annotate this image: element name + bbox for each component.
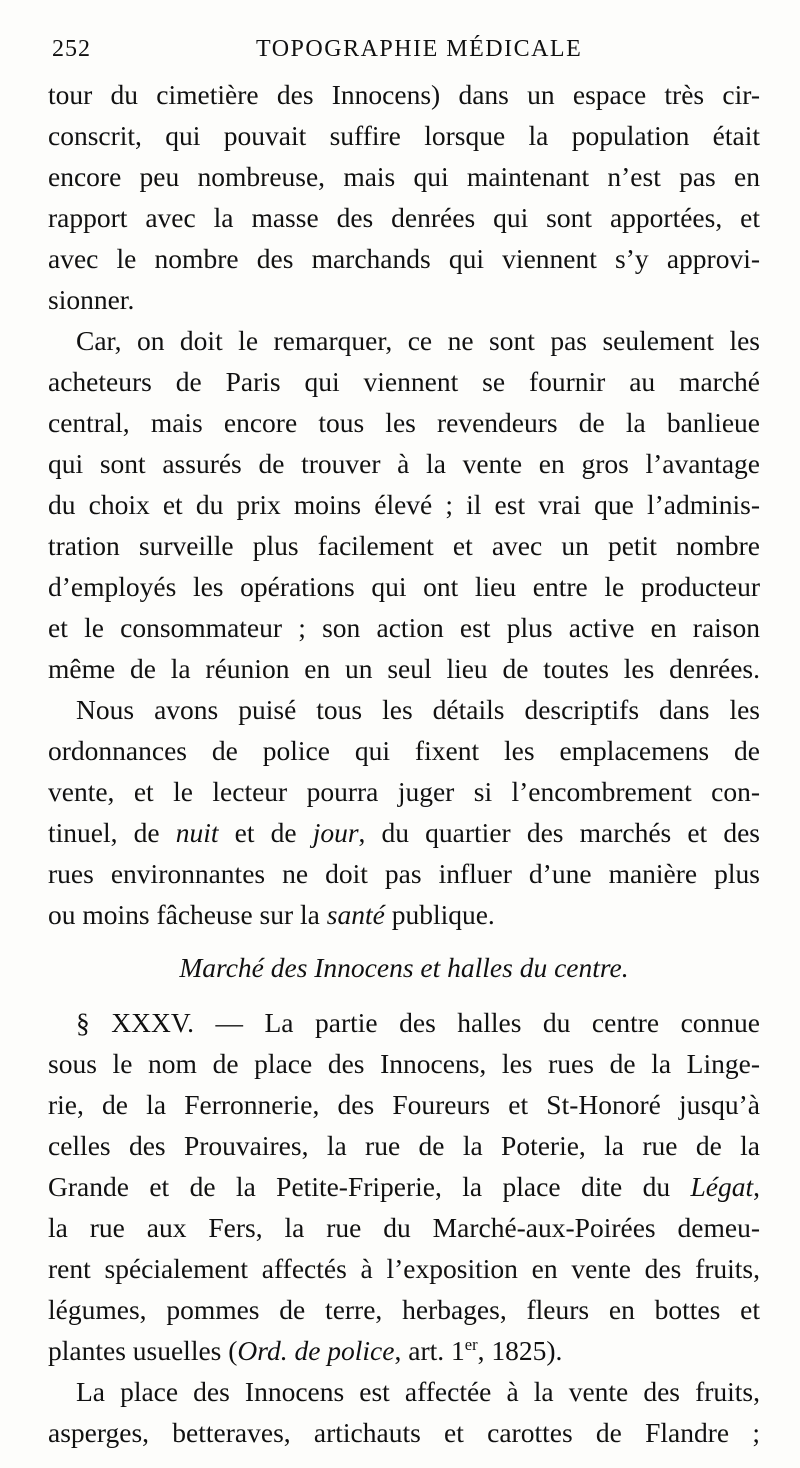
text-run: Grande et de la Petite-Friperie, la place dite du: [48, 1171, 691, 1202]
text-line: légumes, pommes de terre, herbages, fleurs en bottes et: [48, 1294, 760, 1325]
text-line: Nous avons puisé tous les détails descriptifs dans les: [76, 694, 760, 725]
text-run: ou moins fâcheuse sur la: [48, 899, 327, 930]
paragraph: [48, 689, 760, 935]
text-line: la rue aux Fers, la rue du Marché-aux-Poirées demeu-: [48, 1212, 760, 1243]
text-line: qui sont assurés de trouver à la vente en gros l’avantage: [48, 448, 760, 479]
running-head: [52, 36, 752, 76]
text-line: tour du cimetière des Innocens) dans un espace très cir-: [48, 79, 760, 110]
text-run: ,: [753, 1171, 760, 1202]
text-line: § XXXV. — La partie des halles du centre connue: [76, 1007, 760, 1038]
text-line: encore peu nombreuse, mais qui maintenant n’est pas en: [48, 161, 760, 192]
text-line: celles des Prouvaires, la rue de la Poterie, la rue de la: [48, 1130, 760, 1161]
text-run: , du quartier des marchés et des: [358, 817, 760, 848]
text-line: rues environnantes ne doit pas influer d’une manière plus: [48, 858, 760, 889]
paragraph: [48, 320, 760, 689]
text-line: tration surveille plus facilement et avec un petit nombre: [48, 530, 760, 561]
running-title: TOPOGRAPHIE MÉDICALE: [256, 36, 583, 62]
text-run: , art. 1: [394, 1335, 465, 1366]
text-line: sous le nom de place des Innocens, les rues de la Linge-: [48, 1048, 760, 1079]
text-run: , 1825).: [477, 1335, 563, 1366]
paragraph: [48, 1371, 760, 1453]
paragraph-continuation: [48, 74, 760, 320]
text-line: du choix et du prix moins élevé ; il est vrai que l’adminis-: [48, 489, 760, 520]
superscript: er: [464, 1334, 478, 1354]
italic-text: Ord. de police: [237, 1335, 395, 1366]
italic-text: jour: [312, 817, 359, 848]
text-line: La place des Innocens est affectée à la vente des fruits,: [76, 1376, 760, 1407]
text-line: asperges, betteraves, artichauts et carottes de Flandre ;: [48, 1417, 760, 1448]
text-line: rie, de la Ferronnerie, des Foureurs et St-Honoré jusqu’à: [48, 1089, 760, 1120]
text-line: ordonnances de police qui fixent les emplacemens de: [48, 735, 760, 766]
text-line: [48, 812, 760, 853]
text-line: [48, 894, 760, 935]
text-run: plantes usuelles (: [48, 1335, 238, 1366]
text-line: vente, et le lecteur pourra juger si l’encombrement con-: [48, 776, 760, 807]
section-heading: Marché des Innocens et halles du centre.: [179, 952, 629, 983]
italic-text: nuit: [175, 817, 219, 848]
text-line: avec le nombre des marchands qui viennent s’y approvi-: [48, 243, 760, 274]
italic-text: santé: [326, 899, 385, 930]
text-line: [48, 1330, 760, 1371]
text-run: tinuel, de: [48, 817, 176, 848]
text-line: rent spécialement affectés à l’exposition en vente des fruits,: [48, 1253, 760, 1284]
text-line: central, mais encore tous les revendeurs de la banlieue: [48, 407, 760, 438]
text-line: Car, on doit le remarquer, ce ne sont pas seulement les: [76, 325, 760, 356]
text-run: publique.: [384, 899, 495, 930]
text-run: et de: [218, 817, 313, 848]
text-line: acheteurs de Paris qui viennent se fournir au marché: [48, 366, 760, 397]
italic-text: Légat: [690, 1171, 754, 1202]
text-line: rapport avec la masse des denrées qui sont apportées, et: [48, 202, 760, 233]
text-line: conscrit, qui pouvait suffire lorsque la population était: [48, 120, 760, 151]
page-number: 252: [52, 36, 91, 62]
text-line: sionner.: [48, 284, 135, 315]
paragraph: [48, 1002, 760, 1371]
text-line: et le consommateur ; son action est plus active en raison: [48, 612, 760, 643]
body-text: [48, 74, 760, 1453]
text-line: d’employés les opérations qui ont lieu entre le producteur: [48, 571, 760, 602]
text-line: même de la réunion en un seul lieu de toutes les denrées.: [48, 653, 760, 684]
text-line: [48, 1166, 760, 1207]
